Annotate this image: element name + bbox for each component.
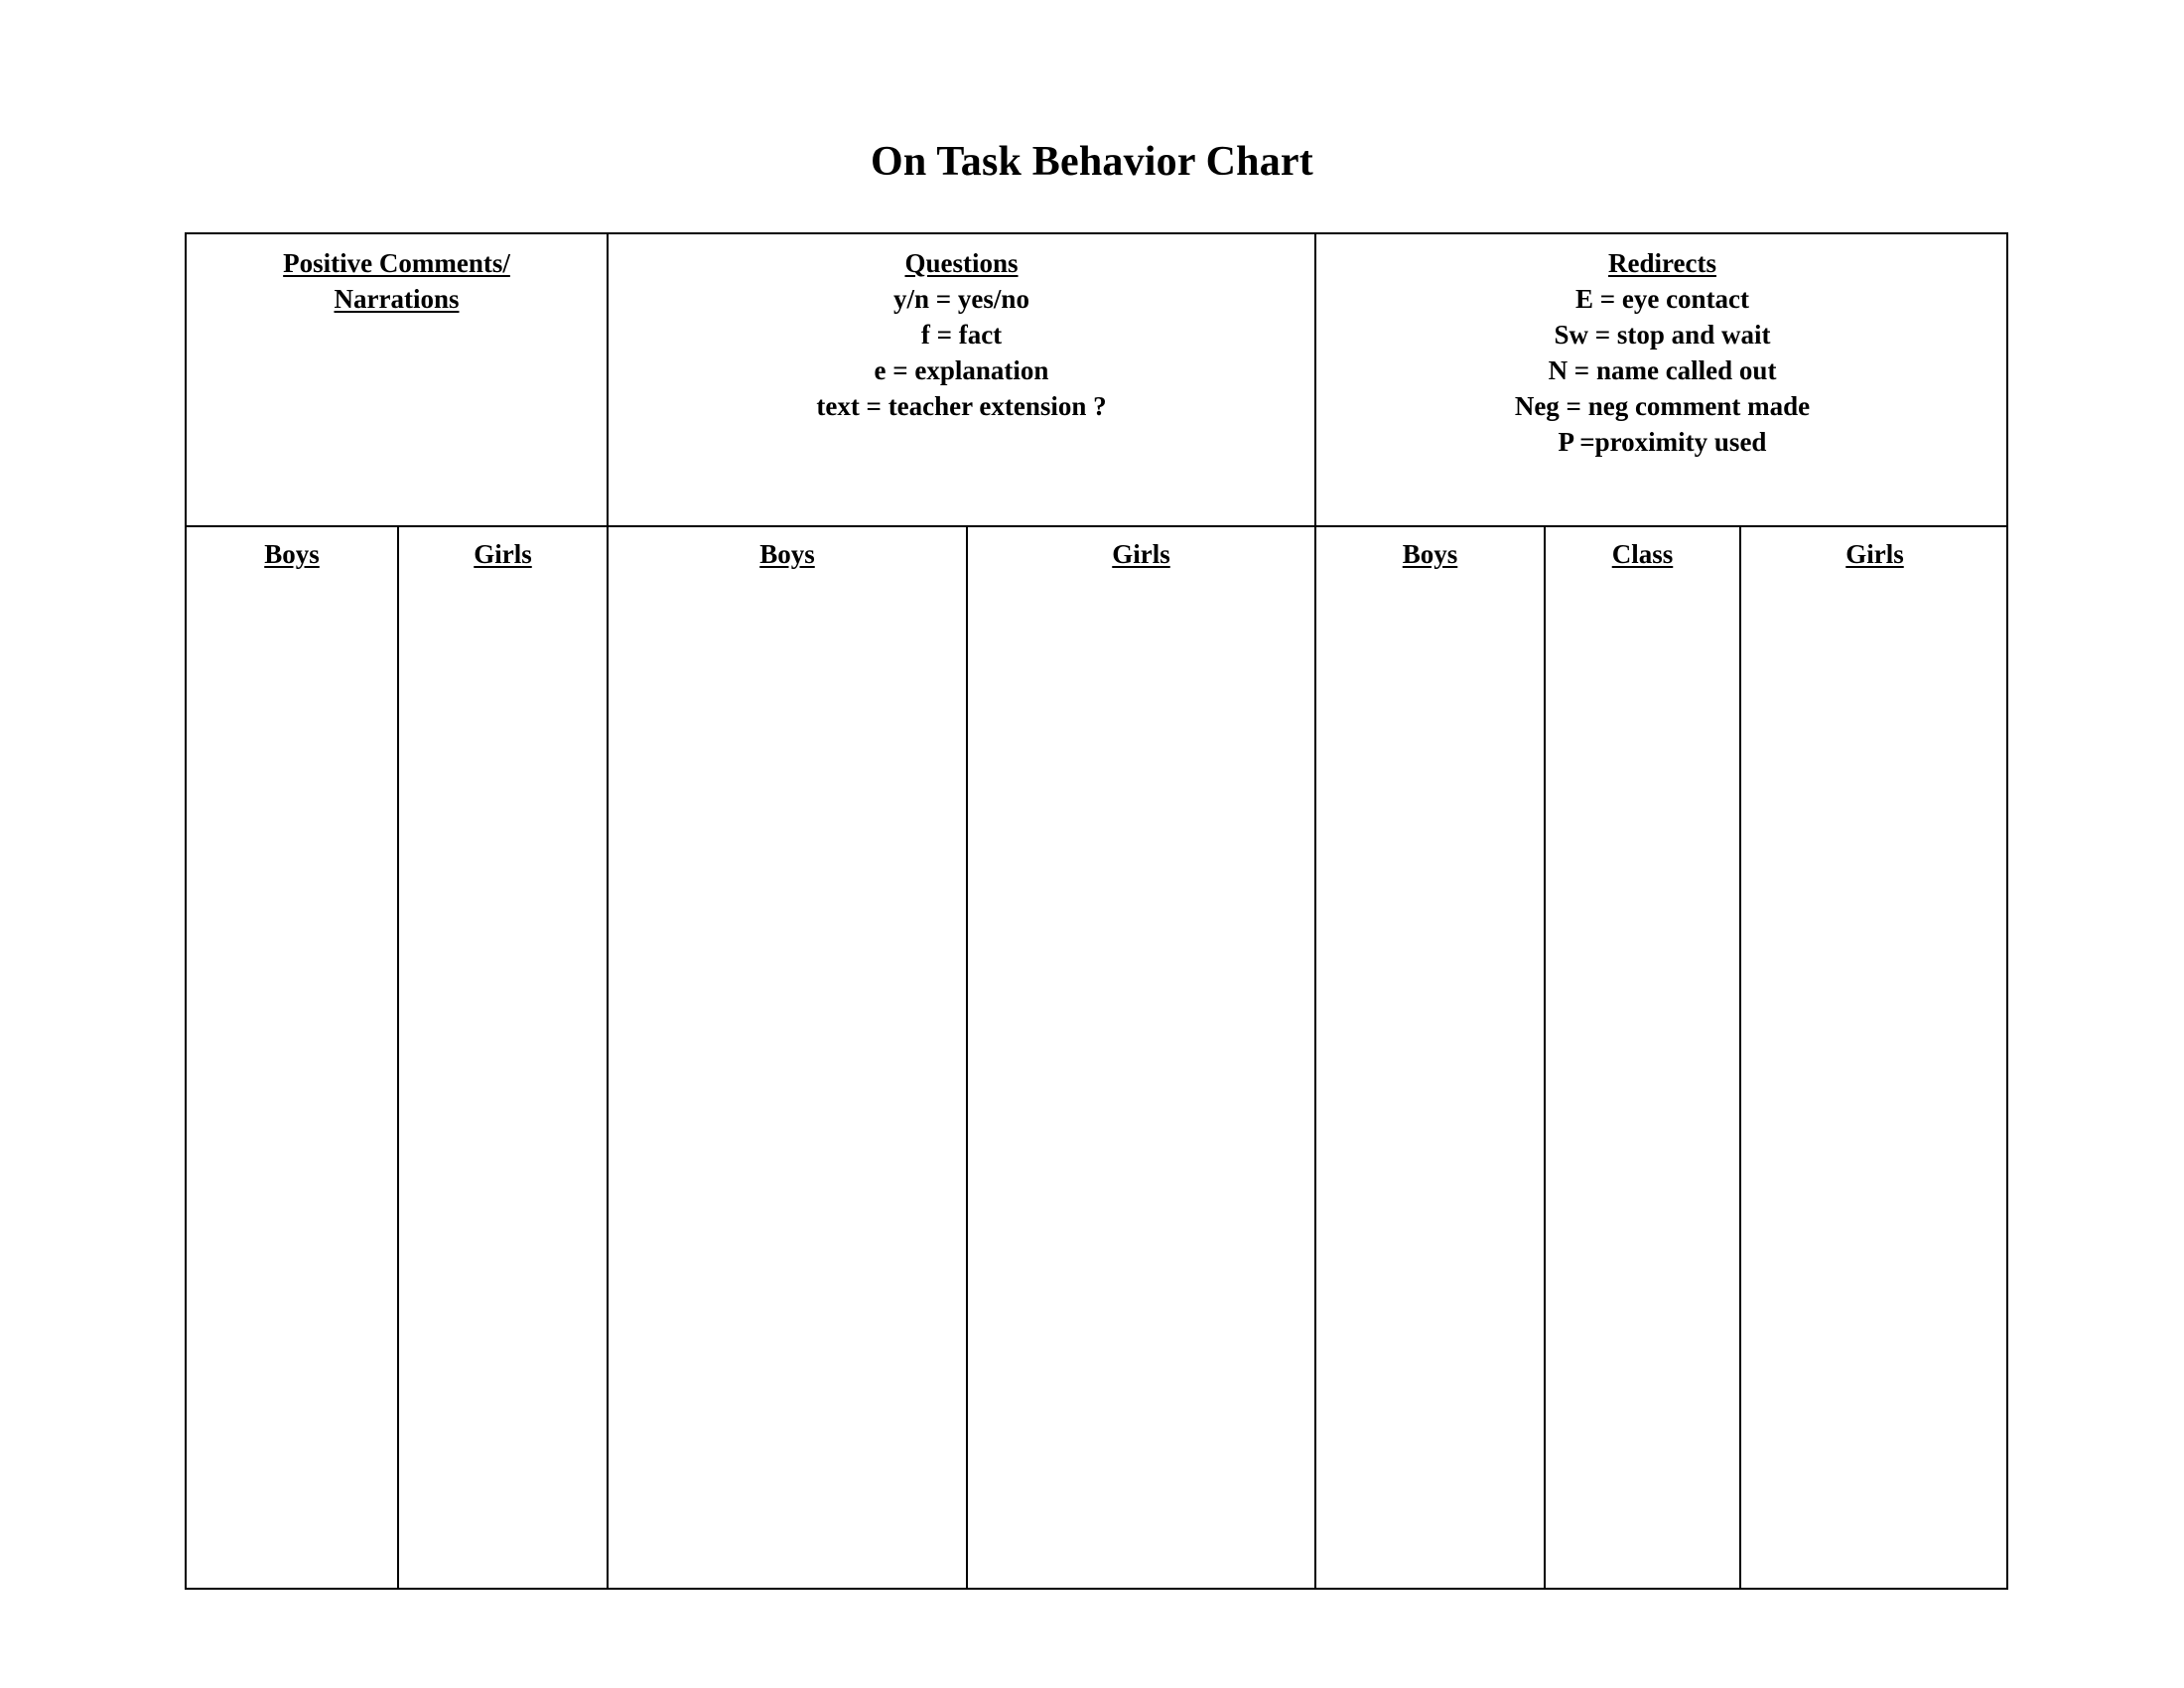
- group-title-questions: Questions: [904, 248, 1019, 278]
- group-title-positive-comments-line1: Positive Comments/: [283, 248, 510, 278]
- column-redirects-class[interactable]: [1544, 527, 1739, 1588]
- column-label-questions-boys: Boys: [759, 539, 815, 569]
- write-area-redirects-girls[interactable]: [1741, 570, 2008, 1563]
- column-label-positive-comments-boys: Boys: [264, 539, 320, 569]
- column-redirects-girls[interactable]: [1739, 527, 2008, 1588]
- write-area-positive-comments-boys[interactable]: [187, 570, 397, 1563]
- column-label-positive-comments-girls: Girls: [474, 539, 532, 569]
- column-positive-comments-girls[interactable]: [397, 527, 607, 1588]
- legend-redirects-neg-comment: Neg = neg comment made: [1514, 390, 1811, 421]
- legend-redirects-eye-contact: E = eye contact: [1574, 283, 1750, 314]
- legend-questions-teacher-extension: text = teacher extension ?: [816, 390, 1107, 421]
- page-title: On Task Behavior Chart: [871, 139, 1313, 185]
- table-body-row: [187, 527, 2006, 1588]
- legend-questions-explanation: e = explanation: [874, 354, 1049, 385]
- column-positive-comments-boys[interactable]: [187, 527, 397, 1588]
- table-header-row: [187, 234, 2006, 527]
- column-questions-boys[interactable]: [607, 527, 966, 1588]
- legend-redirects-stop-and-wait: Sw = stop and wait: [1554, 319, 1771, 350]
- column-redirects-boys[interactable]: [1314, 527, 1544, 1588]
- legend-questions-fact: f = fact: [920, 319, 1003, 350]
- legend-redirects-proximity-used: P =proximity used: [1558, 426, 1767, 457]
- write-area-questions-boys[interactable]: [609, 570, 966, 1563]
- write-area-positive-comments-girls[interactable]: [399, 570, 607, 1563]
- column-label-questions-girls: Girls: [1112, 539, 1170, 569]
- legend-redirects-name-called-out: N = name called out: [1548, 354, 1777, 385]
- group-header-redirects: [1314, 234, 2008, 525]
- column-questions-girls[interactable]: [966, 527, 1314, 1588]
- group-title-redirects: Redirects: [1608, 248, 1716, 278]
- behavior-chart-table: [185, 232, 2008, 1590]
- write-area-questions-girls[interactable]: [968, 570, 1314, 1563]
- write-area-redirects-class[interactable]: [1546, 570, 1739, 1563]
- legend-questions-yes-no: y/n = yes/no: [893, 283, 1029, 314]
- group-header-positive-comments: [187, 234, 607, 525]
- write-area-redirects-boys[interactable]: [1316, 570, 1544, 1563]
- group-header-questions: [607, 234, 1314, 525]
- group-title-positive-comments-line2: Narrations: [334, 283, 460, 314]
- column-label-redirects-boys: Boys: [1402, 539, 1458, 569]
- column-label-redirects-girls: Girls: [1845, 539, 1904, 569]
- column-label-redirects-class: Class: [1611, 539, 1674, 569]
